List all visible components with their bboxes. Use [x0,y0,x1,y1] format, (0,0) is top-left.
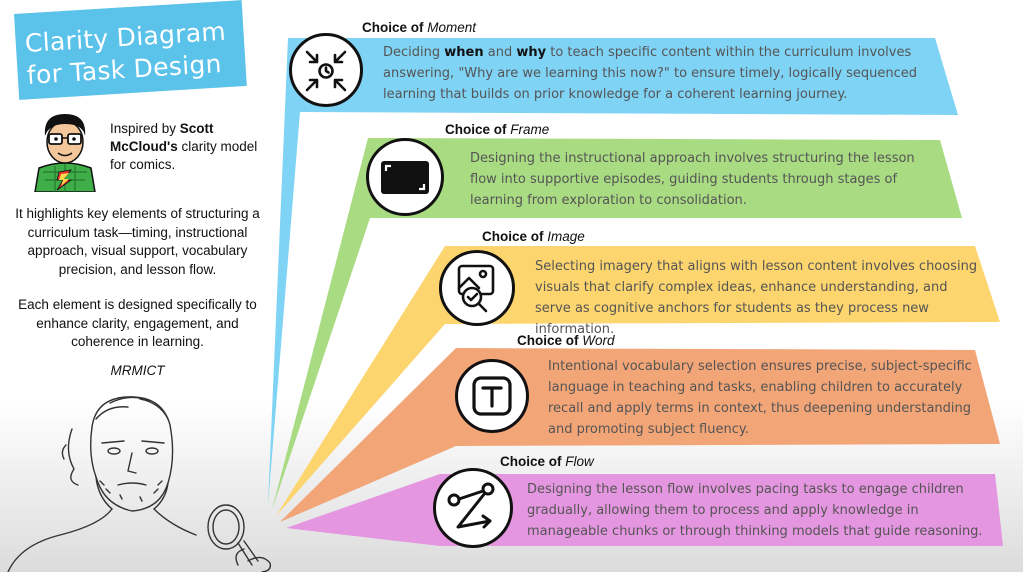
choice-moment-title: Choice of Moment [362,20,477,35]
choice-image-title: Choice of Image [482,229,585,244]
choice-word-icon-badge [455,359,529,433]
choice-flow-icon-badge [433,468,513,548]
choice-image-icon-badge [439,250,515,326]
inspired-name: Scott McCloud's [110,121,214,154]
flow-path-icon [436,471,510,545]
sketch-man-magnifier [0,385,280,572]
title-line-1: Clarity Diagram [24,16,227,58]
choice-word-text: Intentional vocabulary selection ensures precise, subject-specific language in teaching and tasks, enabling children to accurately recall and apply terms in context, thus deepening understanding and promoting subject fluency. [548,359,972,437]
inspired-suffix: clarity model for comics. [110,139,258,172]
choice-frame-icon-badge [366,138,444,216]
page-title [24,14,252,92]
choice-frame-text: Designing the instructional approach involves structuring the lesson flow into supportive episodes, guiding students through stages of learning from exploration to consolidation. [470,151,915,208]
description-paragraph-1: It highlights key elements of structuring a curriculum task—timing, instructional approach, visual support, vocabulary precision, and lesson flow. [15,206,260,277]
text-t-icon [458,362,526,430]
inspired-by-text [110,120,265,174]
choice-moment-text: Deciding when and why to teach specific content within the curriculum involves answering, "Why are we learning this now?" to ensure timely, logically sequenced learning that builds on prior knowledge for a coherent learning journey. [383,45,918,102]
choice-flow-title: Choice of Flow [500,454,594,469]
frame-icon [369,141,441,213]
image-search-icon [442,253,512,323]
title-line-2: for Task Design [26,49,223,90]
choice-word-title: Choice of Word [517,333,615,348]
author-credit: MRMICT [110,363,165,378]
avatar [25,106,105,192]
inspired-prefix: Inspired by [110,121,180,136]
compress-clock-icon [292,36,360,104]
choice-image-text: Selecting imagery that aligns with lesson content involves choosing visuals that clarify complex ideas, enhance understanding, and serve as cognitive anchors for students as they process new information. [535,259,978,337]
description-paragraph-2: Each element is designed specifically to enhance clarity, engagement, and coherence in learning. [18,297,257,349]
choice-frame-title: Choice of Frame [445,122,550,137]
choice-flow-text: Designing the lesson flow involves pacing tasks to engage children gradually, allowing them to process and apply knowledge in manageable chunks or through thinking models that guide reasoning. [527,482,983,539]
choice-moment-icon-badge [289,33,363,107]
